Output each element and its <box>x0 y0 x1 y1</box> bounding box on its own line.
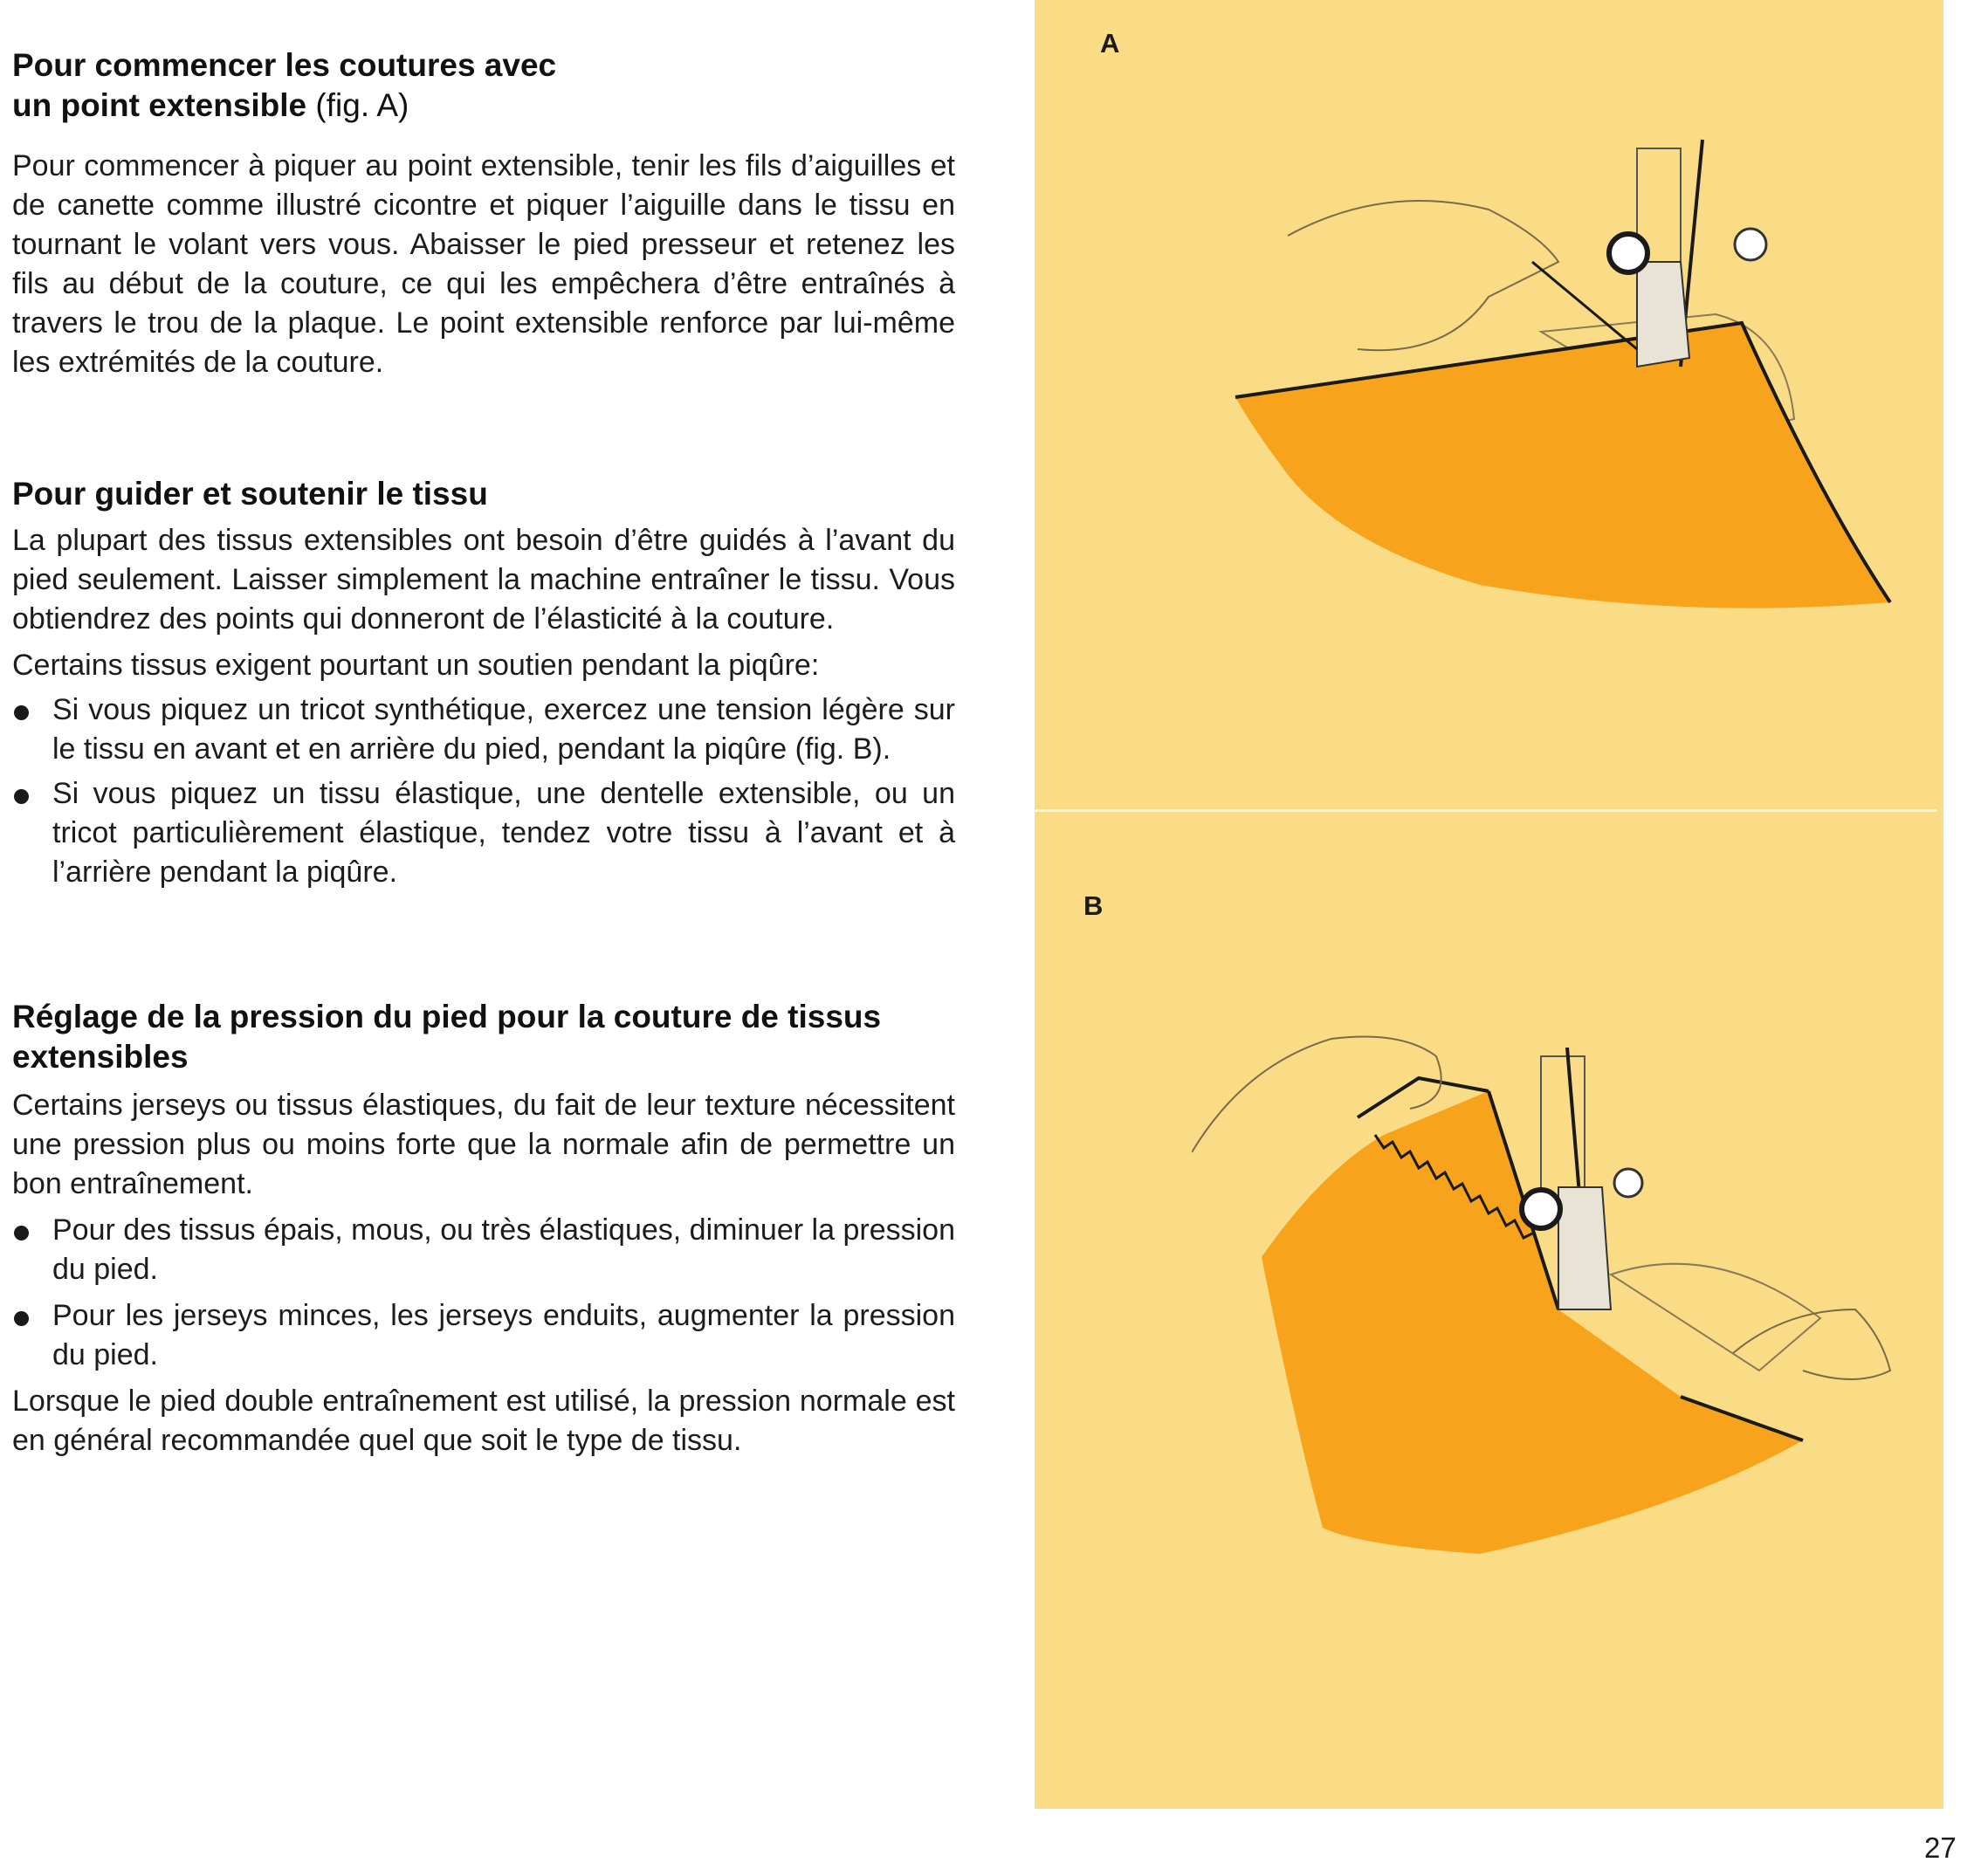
illustration-panel <box>1035 0 1943 1809</box>
section-title-start-stretch <box>12 45 955 126</box>
section-guide-fabric <box>12 474 955 892</box>
figure-b-illustration <box>1192 1021 1908 1563</box>
bullet-dot <box>14 1226 29 1240</box>
bullet-text: Si vous piquez un tricot synthétique, exercez une tension légère sur le tissu en avant et en arrière du pied, pendant la piqûre (fig. B). <box>52 693 955 766</box>
figure-b-label: B <box>1083 890 1104 921</box>
page-number: 27 <box>1924 1831 1957 1864</box>
bullet-dot <box>14 1311 29 1326</box>
bullet-text: Pour les jerseys minces, les jerseys enduits, augmenter la pression du pied. <box>52 1299 955 1371</box>
thumbscrew <box>1522 1190 1560 1228</box>
bullet-item <box>12 1296 955 1375</box>
figure-reference: (fig. A) <box>315 87 409 123</box>
figure-a-label: A <box>1100 28 1120 58</box>
text-column <box>12 45 955 1460</box>
section-paragraph: La plupart des tissus extensibles ont besoin d’être guidés à l’avant du pied seulement. Laisser simplement la machine entraîner le tissu. Vous obtiendrez des points qui donneront de l’élasticité à la couture. <box>12 524 955 636</box>
section-paragraph: Lorsque le pied double entraînement est utilisé, la pression normale est en général recommandée quel que soit le type de tissu. <box>12 1385 955 1457</box>
figure-a-illustration <box>1227 131 1908 655</box>
bullet-item <box>12 774 955 892</box>
bullet-text: Si vous piquez un tissu élastique, une dentelle extensible, ou un tricot particulièrement élastique, tendez votre tissu à l’avant et à l’arrière pendant la piqûre. <box>52 777 955 889</box>
section-foot-pressure <box>12 997 955 1460</box>
bullet-item <box>12 1211 955 1289</box>
figure-divider <box>1035 809 1936 812</box>
needle-plate-outline <box>1611 1264 1820 1371</box>
section-body: Pour commencer à piquer au point extensible, tenir les fils d’aiguilles et de canette comme illustré cicontre et piquer l’aiguille dans le tissu en tournant le volant vers vous. Abaisser le pied presseur et retenez les fils au début de la couture, ce qui les empêchera d’être entraînés à travers le trou de la plaque. Le point extensible renforce par lui-même les extrémités de la couture. <box>12 149 955 379</box>
section-title-line1: Pour commencer les coutures avec <box>12 47 557 83</box>
section-title-pressure: Réglage de la pression du pied pour la couture de tissus extensibles <box>12 999 882 1075</box>
bullet-item <box>12 691 955 769</box>
presser-foot <box>1558 1187 1611 1309</box>
section-title-guide: Pour guider et soutenir le tissu <box>12 476 488 512</box>
section-paragraph: Certains tissus exigent pourtant un soutien pendant la piqûre: <box>12 649 820 682</box>
bullet-dot <box>14 705 29 720</box>
presser-foot <box>1637 262 1689 367</box>
section-paragraph: Certains jerseys ou tissus élastiques, du fait de leur texture nécessitent une pression plus ou moins forte que la normale afin de permettre un bon entraînement. <box>12 1089 955 1200</box>
section-title-line2: un point extensible <box>12 87 307 123</box>
fabric-shape <box>1262 1091 1803 1554</box>
bullet-dot <box>14 789 29 804</box>
section-start-stretch-stitch <box>12 45 955 382</box>
fabric-shape <box>1235 323 1890 608</box>
thumbscrew-right <box>1614 1169 1642 1197</box>
bullet-text: Pour des tissus épais, mous, ou très élastiques, diminuer la pression du pied. <box>52 1213 955 1286</box>
thumbscrew <box>1609 234 1647 272</box>
thumbscrew-right <box>1735 229 1766 260</box>
hand-outline <box>1288 201 1558 350</box>
